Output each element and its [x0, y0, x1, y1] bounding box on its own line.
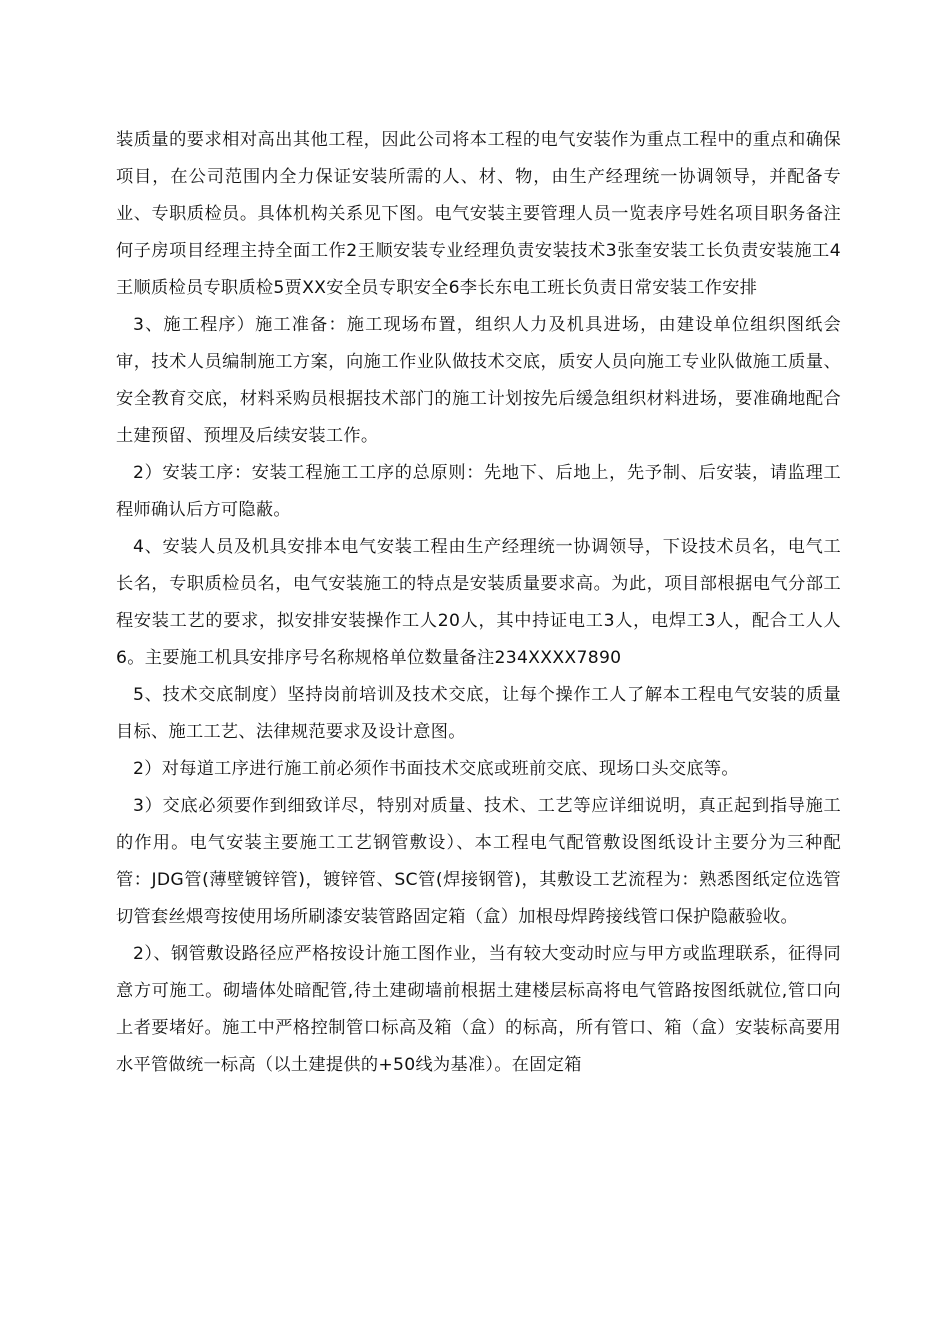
paragraph-conduit-laying: 2）、钢管敷设路径应严格按设计施工图作业，当有较大变动时应与甲方或监理联系，征得同意方可施工。砌墙体处暗配管,待土建砌墙前根据土建楼层标高将电气管路按图纸就位,管口向上者要堵好。施工中严格控制管口标高及箱（盒）的标高，所有管口、箱（盒）安装标高要用水平管做统一标高（以土建提供的+50线为基准）。在固定箱 — [116, 944, 841, 1075]
paragraph-written-briefing: 2）对每道工序进行施工前必须作书面技术交底或班前交底、现场口头交底等。 — [133, 759, 739, 779]
paragraph-organization: 装质量的要求相对高出其他工程，因此公司将本工程的电气安装作为重点工程中的重点和确保项目，在公司范围内全力保证安装所需的人、材、物，由生产经理统一协调领导，并配备专业、专职质检员。具体机构关系见下图。电气安装主要管理人员一览表序号姓名项目职务备注何子房项目经理主持全面工作2王顺安装专业经理负责安装技术3张奎安装工长负责安装施工4王顺质检员专职质检5贾XX安全员专职安全6李长东电工班长负责日常安装工作安排 — [116, 130, 841, 298]
paragraph-installation-sequence: 2）安装工序：安装工程施工工序的总原则：先地下、后地上，先予制、后安装，请监理工程师确认后方可隐蔽。 — [116, 463, 841, 520]
paragraph-personnel-equipment: 4、安装人员及机具安排本电气安装工程由生产经理统一协调领导，下设技术员名，电气工长名，专职质检员名，电气安装施工的特点是安装质量要求高。为此，项目部根据电气分部工程安装工艺的要求，拟安排安装操作工人20人，其中持证电工3人，电焊工3人，配合工人人6。主要施工机具安排序号名称规格单位数量备注234XXXX7890 — [116, 537, 841, 668]
document-page — [116, 122, 841, 1084]
paragraph-technical-briefing: 5、技术交底制度）坚持岗前培训及技术交底，让每个操作工人了解本工程电气安装的质量目标、施工工艺、法律规范要求及设计意图。 — [116, 685, 841, 742]
paragraph-construction-procedure: 3、施工程序）施工准备：施工现场布置，组织人力及机具进场，由建设单位组织图纸会审，技术人员编制施工方案，向施工作业队做技术交底，质安人员向施工专业队做施工质量、安全教育交底，材料采购员根据技术部门的施工计划按先后缓急组织材料进场，要准确地配合土建预留、预埋及后续安装工作。 — [116, 315, 841, 446]
paragraph-detailed-briefing: 3）交底必须要作到细致详尽，特别对质量、技术、工艺等应详细说明，真正起到指导施工的作用。电气安装主要施工工艺钢管敷设）、本工程电气配管敷设图纸设计主要分为三种配管：JDG管(薄壁镀锌管)，镀锌管、SC管(焊接钢管)，其敷设工艺流程为：熟悉图纸定位选管切管套丝煨弯按使用场所刷漆安装管路固定箱（盒）加根母焊跨接线管口保护隐蔽验收。 — [116, 796, 841, 927]
